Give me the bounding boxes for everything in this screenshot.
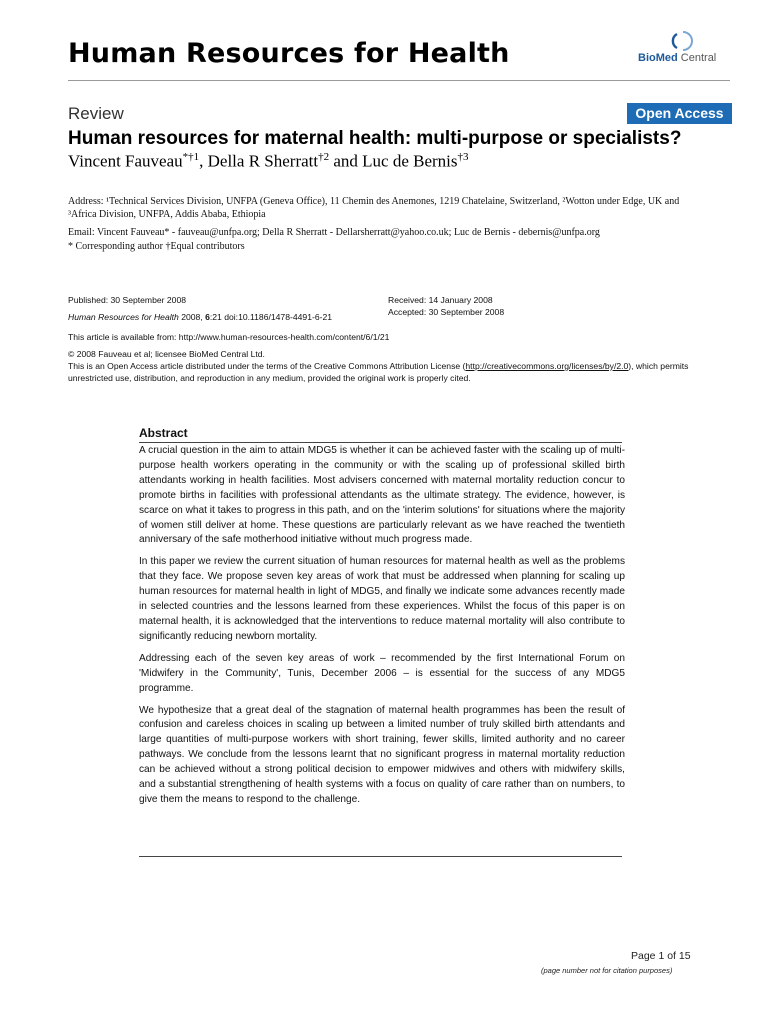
- abstract-paragraph: A crucial question in the aim to attain MDG5 is whether it can be achieved faster with the scaling up of multi-purpose health workers operating in the community or with the scaling up of professional skilled birth attendants working in health facilities. Most advisers concerned with maternal mortality reduction concur to promote births in facilities with professional attendants as the ultimate strategy. The evidence, however, is scarce on what it takes to progress in this path, and on the 'interim solutions' for situations where the majority of women still deliver at home. These questions are particularly relevant as we have reached the twentieth anniversary of the safe motherhood initiative without much progress made.: [139, 445, 625, 546]
- author-list: [68, 151, 469, 172]
- page-number-note: (page number not for citation purposes): [541, 966, 673, 975]
- author-3[interactable]: and Luc de Bernis: [329, 151, 458, 171]
- abstract-paragraph: We hypothesize that a great deal of the stagnation of maternal health programmes has been the result of confusion and careless choices in scaling up between a limited number of truly skilled birth attendants and large quantities of multi-purpose workers with short training, fewer skills, limited authority and no career pathways. We conclude from the lessons learnt that no significant progress in maternal mortality reduction can be achieved without a strong political decision to empower midwives and others with midwifery skills, and a substantial strengthening of health systems with a focus on quality of care rather than on numbers, to give them the means to respond to the challenge.: [139, 704, 625, 805]
- citation-year: 2008,: [178, 312, 206, 322]
- author-2-affiliation: †2: [318, 151, 330, 163]
- copyright-line: © 2008 Fauveau et al; licensee BioMed Central Ltd.: [68, 349, 265, 359]
- citation-journal: Human Resources for Health: [68, 312, 179, 322]
- license-text-pre: This is an Open Access article distributed under the terms of the Creative Commons Attribution License (: [68, 361, 466, 371]
- license-text: [68, 360, 708, 384]
- abstract-paragraph: Addressing each of the seven key areas of work – recommended by the first International Forum on 'Midwifery in the Community', Tunis, December 2006 – is essential for the success of any MDG5 programme.: [139, 652, 625, 694]
- abstract-bottom-rule: [139, 856, 622, 857]
- author-2[interactable]: , Della R Sherratt: [199, 151, 319, 171]
- author-1[interactable]: Vincent Fauveau: [68, 151, 183, 171]
- article-type: Review: [68, 104, 124, 123]
- citation-line: [68, 311, 332, 323]
- author-1-affiliation: *†1: [182, 151, 200, 163]
- header-rule: [68, 80, 730, 81]
- abstract-body: [139, 444, 625, 815]
- author-emails: Email: Vincent Fauveau* - fauveau@unfpa.org; Della R Sherratt - Dellarsherratt@yahoo.co.uk; Luc de Bernis - debernis@unfpa.org: [68, 227, 600, 238]
- received-date: Received: 14 January 2008: [388, 295, 493, 305]
- page-number: Page 1 of 15: [631, 950, 691, 962]
- abstract-paragraph: In this paper we review the current situation of human resources for maternal health as well as the problems that they face. We propose seven key areas of work that must be addressed when planning for scaling up human resources for maternal health in light of MDG5, and finally we indicate some advances recently made in selected countries and the lessons learned from these experiences. Whilst the focus of this paper is on maternal health, it is acknowledged that the interventions to reduce maternal mortality will also contribute to significantly reducing newborn mortality.: [139, 556, 625, 642]
- article-title: Human resources for maternal health: multi-purpose or specialists?: [68, 128, 682, 149]
- corresponding-note: * Corresponding author †Equal contributors: [68, 241, 245, 252]
- abstract-top-rule: [139, 442, 622, 443]
- published-date: Published: 30 September 2008: [68, 295, 187, 305]
- publisher-name-regular: Central: [677, 52, 717, 64]
- biomed-arc-icon: [668, 30, 694, 52]
- citation-doi: :21 doi:10.1186/1478-4491-6-21: [209, 312, 333, 322]
- license-text-post: ), which permits unrestricted use, distribution, and reproduction in any medium, provided the original work is properly cited.: [68, 361, 689, 383]
- abstract-heading: Abstract: [139, 426, 188, 440]
- journal-title: Human Resources for Health: [68, 38, 510, 69]
- author-address: Address: ¹Technical Services Division, UNFPA (Geneva Office), 11 Chemin des Anemones, 1219 Chatelaine, Switzerland, ²Wotton under Edge, UK and ³Africa Division, UNFPA, Addis Ababa, Ethiopia: [68, 196, 680, 220]
- publisher-name-bold: BioMed: [638, 52, 678, 64]
- accepted-date: Accepted: 30 September 2008: [388, 307, 505, 317]
- publisher-logo[interactable]: [638, 30, 728, 70]
- article-url: This article is available from: http://www.human-resources-health.com/content/6/1/21: [68, 332, 390, 342]
- author-3-affiliation: †3: [457, 151, 469, 163]
- citation-volume: 6: [205, 312, 210, 322]
- open-access-badge: Open Access: [627, 103, 732, 124]
- publisher-name: [638, 52, 716, 64]
- license-link[interactable]: http://creativecommons.org/licenses/by/2.0: [465, 361, 629, 371]
